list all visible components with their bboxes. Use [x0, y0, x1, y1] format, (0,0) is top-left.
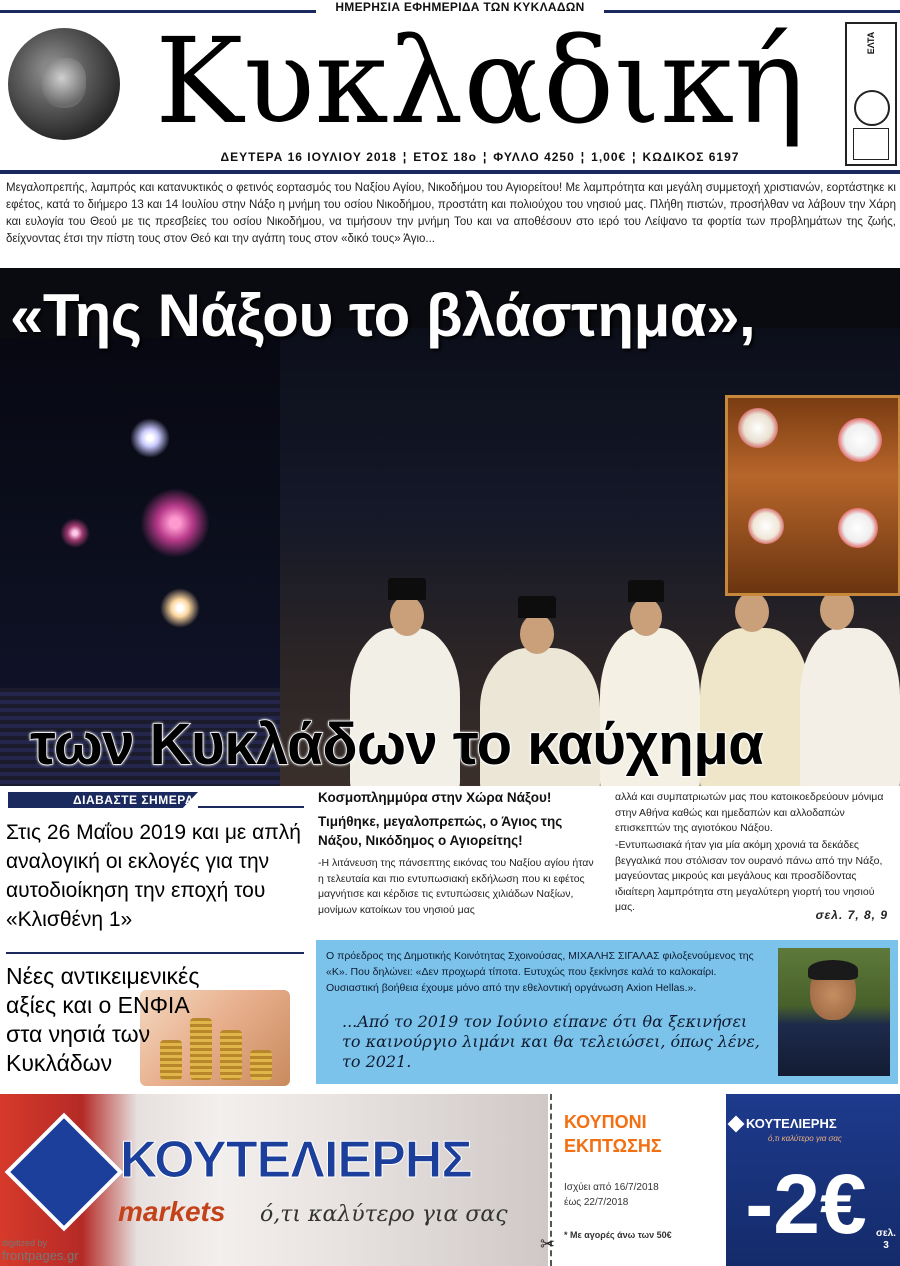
hero-photo — [0, 268, 900, 786]
saint-honored-headline[interactable]: Τιμήθηκε, μεγαλοπρεπώς, ο Άγιος της Νάξου, Νικόδημος ο Αγιορείτης! — [318, 814, 563, 848]
elta-seal-icon — [854, 90, 890, 126]
discount-brand: ΚΟΥΤΕΛΙΕΡΗΣ — [746, 1116, 837, 1131]
coupon-minimum-purchase: * Με αγορές άνω των 50€ — [564, 1230, 672, 1240]
story-property-tax-headline[interactable]: Νέες αντικειμενικές αξίες και ο ΕΝΦΙΑ στα νησιά των Κυκλάδων — [6, 963, 200, 1076]
page-reference[interactable]: σελ. 7, 8, 9 — [815, 908, 888, 922]
scissors-icon: ✂ — [540, 1234, 556, 1254]
interview-box[interactable] — [316, 940, 898, 1084]
dateline-separator: ¦ — [580, 150, 586, 164]
interview-quote: ...Από το 2019 τον Ιούνιο είπανε ότι θα ξεκινήσει το καινούργιο λιμάνι και θα τελειώσει, όπως λένε, το 2021. — [342, 1012, 760, 1071]
hero-headline: «Της Νάξου το βλάστημα», — [10, 282, 756, 349]
hero-subheadline: των Κυκλάδων το καύχημα — [30, 712, 764, 777]
issue-date: ΔΕΥΤΕΡΑ 16 ΙΟΥΛΙΟΥ 2018 — [220, 150, 397, 164]
issue-price: 1,00€ — [591, 150, 627, 164]
ad-page-number: 3 — [883, 1240, 889, 1251]
coupon-validity — [564, 1180, 659, 1210]
masthead-rule — [0, 170, 900, 174]
icon-shrine — [725, 395, 900, 596]
crowd-headline[interactable]: Κοσμοπλημμύρα στην Χώρα Νάξου! — [318, 790, 552, 805]
issue-code: ΚΩΔΙΚΟΣ 6197 — [642, 150, 740, 164]
coupon-title — [564, 1110, 662, 1158]
tagline: ΗΜΕΡΗΣΙΑ ΕΦΗΜΕΡΙΔΑ ΤΩΝ ΚΥΚΛΑΔΩΝ — [335, 0, 585, 14]
section-rule — [198, 806, 304, 808]
coupon-title-line-2: ΕΚΠΤΩΣΗΣ — [564, 1136, 662, 1156]
lead-paragraph: Μεγαλοπρεπής, λαμπρός και κατανυκτικός ο φετινός εορτασμός του Ναξίου Αγίου, Νικοδήμου του Αγιορείτου! Με λαμπρότητα και μεγάλη συμμετοχή χριστιανών, εορτάστηκε κι εφέτος, κατά το διήμερο 13 και 14 Ιουλίου στην Νάξο η μνήμη του οσίου Νικοδήμου, προστάτη και πολιούχου του νησιού μας. Πλήθη πιστών, προσήλθαν να λάβουν την Χάρη και ευλογία του Θεού με τις πρεσβείες του οσίου Νικοδήμου, να τιμήσουν την μνήμη Του και να αποθέσουν στο ιερό του Λείψανο τα φορτία των προβλημάτων της ζωής, δείχνοντας έτσι την πίστη τους στον Θεό και την αγάπη τους στον «δικό τους» Άγιο... — [6, 182, 896, 245]
coupon-title-line-1: ΚΟΥΠΟΝΙ — [564, 1112, 647, 1132]
column-divider — [6, 952, 304, 954]
dateline-separator: ¦ — [402, 150, 408, 164]
discount-coupon[interactable] — [550, 1094, 728, 1266]
coupon-valid-from: Ισχύει από 16/7/2018 — [564, 1182, 659, 1193]
ad-page-label: σελ. — [876, 1228, 896, 1239]
postage-stamp-icon — [853, 128, 889, 160]
fireworks-paragraph: -Εντυπωσιακά ήταν για μία ακόμη χρονιά τα δεκάδες βεγγαλικά που στόλισαν τον ουρανό πάνω από την Νάξο, μαγεύοντας μικρούς και μεγάλους και προσδίδοντας ιδιαίτερη λαμπρότητα στη μεγαλύτερη γιορτή του νησιού μας. — [615, 839, 883, 913]
newspaper-title: Κυκλαδική — [155, 12, 805, 150]
procession-article-body: -Η λιτάνευση της πάνσεπτης εικόνας του Ναξίου αγίου ήταν η τελευταία και πιο εντυπωσιακή εκδήλωση που κι εφέτος μαγνήτισε και κέρδισε τις εντυπώσεις χιλιάδων Ναξίων, μονίμων κατοίκων του νησιού μας — [318, 857, 594, 916]
story-elections-headline[interactable]: Στις 26 Μαΐου 2019 και με απλή αναλογική οι εκλογές για την αυτοδιοίκηση την εποχή του «Κλισθένη 1» — [6, 821, 301, 931]
discount-panel — [726, 1094, 900, 1266]
discount-amount: -2€ — [745, 1157, 867, 1251]
dateline-separator: ¦ — [632, 150, 637, 164]
dateline — [120, 150, 840, 164]
discount-slogan: ό,τι καλύτερο για σας — [768, 1134, 842, 1143]
issue-year: ΕΤΟΣ 18ο — [413, 150, 477, 164]
ad-page-reference — [874, 1228, 898, 1252]
issue-number: ΦΥΛΛΟ 4250 — [493, 150, 575, 164]
watermark-line-1: digitized by — [2, 1238, 48, 1248]
interview-intro: Ο πρόεδρος της Δημοτικής Κοινότητας Σχοινούσας, ΜΙΧΑΛΗΣ ΣΙΓΑΛΑΣ φιλοξενούμενος της «Κ». Που δηλώνει: «Δεν προχωρά τίποτα. Ευτυχώς που ξεκίνησε καλά το καλοκαίρι. Ουσιαστική βοήθεια έχουμε μόνο από την εθελοντική οργάνωση Axion Hellas.». — [326, 950, 754, 994]
ad-markets-word: markets — [118, 1196, 226, 1227]
supermarket-advertisement[interactable] — [0, 1094, 900, 1266]
elta-postage-box — [845, 22, 897, 166]
article-continuation: αλλά και συμπατριωτών μας που κατοικοεδρεύουν μόνιμα στην Αθήνα καθώς και ημεδαπών και αλλοδαπών επισκεπτών της αγιοτόκου Νάξου. — [615, 791, 884, 834]
interviewee-photo — [778, 948, 890, 1076]
coupon-valid-to: έως 22/7/2018 — [564, 1197, 629, 1208]
dateline-separator: ¦ — [482, 150, 488, 164]
ad-slogan: ό,τι καλύτερο για σας — [260, 1202, 508, 1227]
watermark-line-2: frontpages.gr — [2, 1248, 79, 1263]
read-today-label: ΔΙΑΒΑΣΤΕ ΣΗΜΕΡΑ — [73, 793, 194, 807]
ad-brand-name: ΚΟΥΤΕΛΙΕΡΗΣ — [120, 1131, 472, 1189]
brand-diamond-small-icon — [728, 1116, 745, 1133]
ancient-coin-logo — [8, 28, 120, 140]
elta-label: ΕΛΤΑ — [866, 31, 876, 55]
